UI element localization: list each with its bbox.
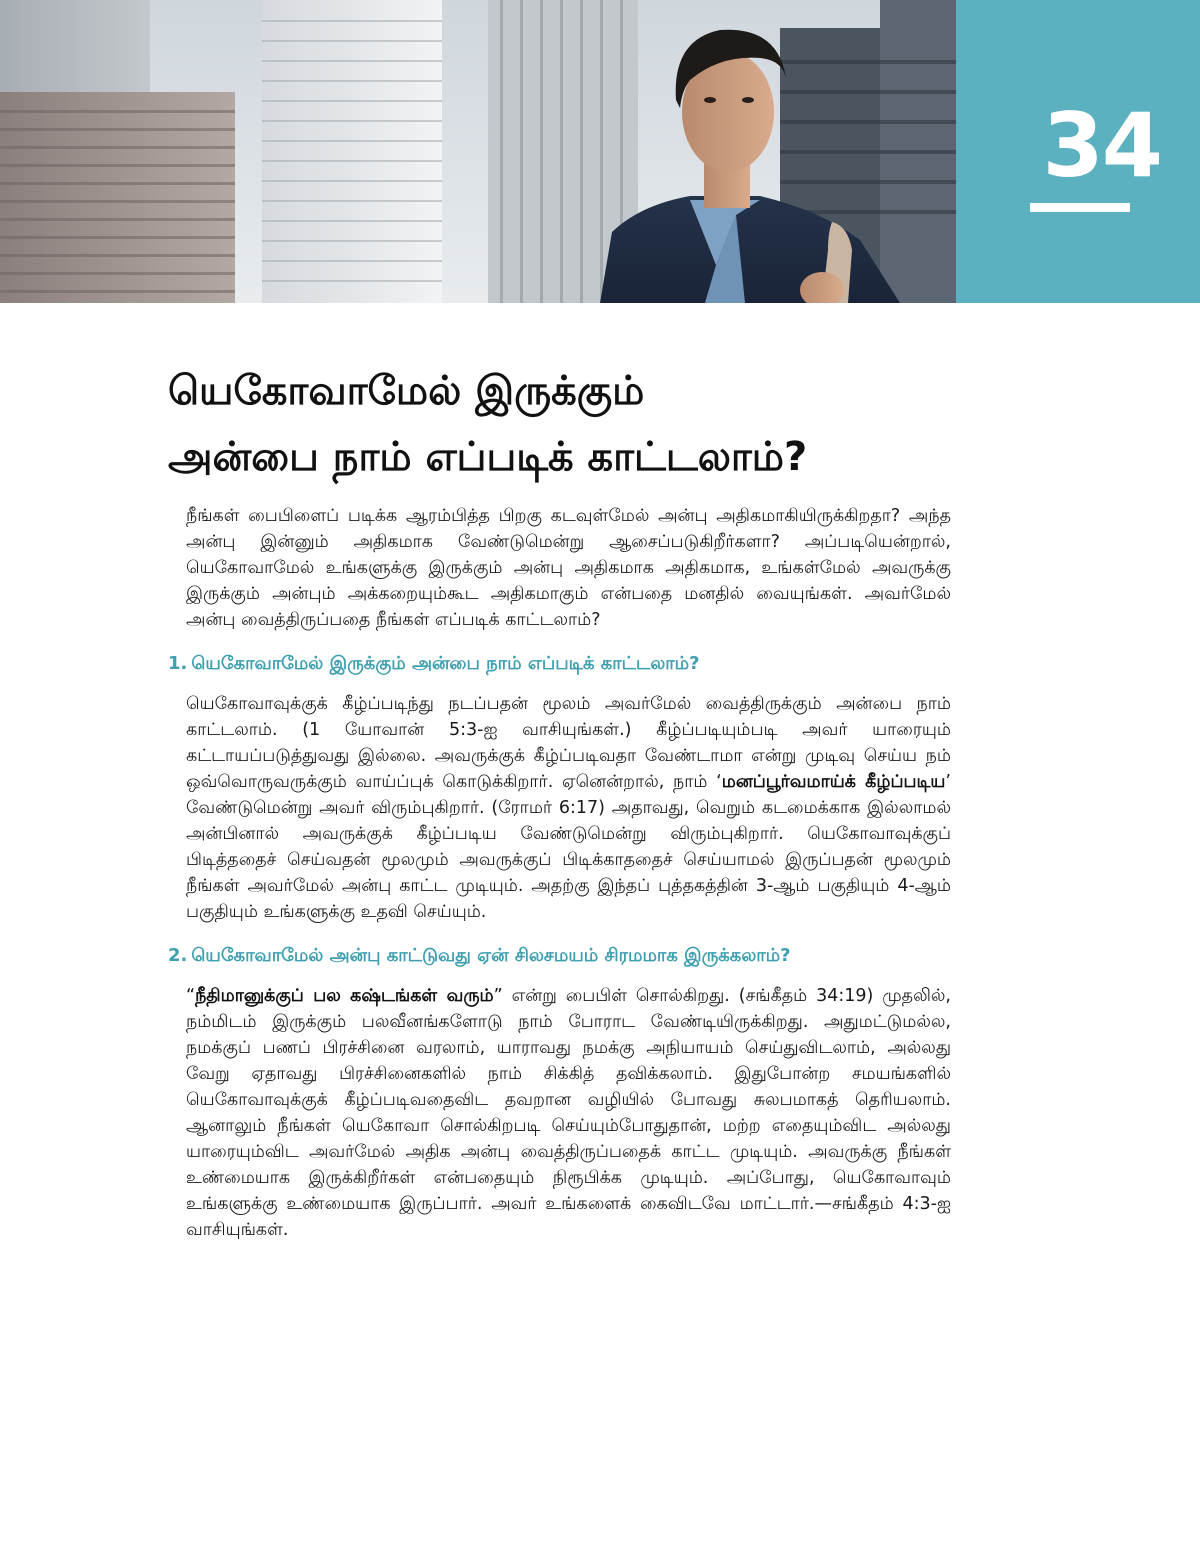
- paragraph-text: யெகோவாவுக்குக் கீழ்ப்படிந்து நடப்பதன் மூலம் அவர்மேல் வைத்திருக்கும் அன்பை நாம் காட்டலாம். (1 யோவான் 5:3-ஐ வாசியுங்கள்.) கீழ்ப்படியும்படி அவர் யாரையும் கட்டாயப்படுத்துவது இல்லை. அவருக்குக் கீழ்ப்படிவதா வேண்டாமா என்று முடிவு செய்ய நம் ஒவ்வொருவருக்கும் வாய்ப்புக் கொடுக்கிறார். ஏனென்றால், நாம் ‘: [186, 694, 951, 792]
- lesson-number: 34: [1042, 94, 1161, 197]
- emphasis-text: நீதிமானுக்குப் பல கஷ்டங்கள் வரும்: [195, 986, 494, 1006]
- question-text: யெகோவாமேல் இருக்கும் அன்பை நாம் எப்படிக் காட்டலாம்?: [191, 653, 700, 674]
- lesson-number-underline: [1030, 203, 1130, 212]
- header: [0, 0, 1200, 303]
- paragraph-text: ’ வேண்டுமென்று அவர் விரும்புகிறார். (ரோமர் 6:17) அதாவது, வெறும் கடமைக்காக இல்லாமல் அன்பினால் அவருக்குக் கீழ்ப்படிய வேண்டுமென்று விரும்புகிறார். யெகோவாவுக்குப் பிடித்ததைச் செய்வதன் மூலமும் அவருக்குப் பிடிக்காததைச் செய்யாமல் இருப்பதன் மூலமும் நீங்கள் அவர்மேல் அன்பு காட்ட முடியும். அதற்கு இந்தப் புத்தகத்தின் 3-ஆம் பகுதியும் 4-ஆம் பகுதியும் உங்களுக்கு உதவி செய்யும்.: [186, 772, 951, 922]
- city-man-illustration: [0, 0, 956, 303]
- article-body: [168, 503, 951, 1243]
- lesson-number-panel: [956, 0, 1200, 303]
- page-title-line-1: யெகோவாமேல் இருக்கும்: [168, 368, 645, 414]
- page-title: [168, 358, 968, 490]
- paragraph-text: ” என்று பைபிள் சொல்கிறது. (சங்கீதம் 34:19) முதலில், நம்மிடம் இருக்கும் பலவீனங்களோடு நாம் போராட வேண்டியிருக்கிறது. அதுமட்டுமல்ல, நமக்குப் பணப் பிரச்சினை வரலாம், யாராவது நமக்கு அநியாயம் செய்துவிடலாம், அல்லது வேறு ஏதாவது பிரச்சினைகளில் நாம் சிக்கித் தவிக்கலாம். இதுபோன்ற சமயங்களில் யெகோவாவுக்குக் கீழ்ப்படிவதைவிட தவறான வழியில் போவது சுலபமாகத் தெரியலாம். ஆனாலும் நீங்கள் யெகோவா சொல்கிறபடி செய்யும்போதுதான், மற்ற எதையும்விட அல்லது யாரையும்விட அவர்மேல் அதிக அன்பு வைத்திருப்பதைக் காட்ட முடியும். அவருக்கு நீங்கள் உண்மையாக இருக்கிறீர்கள் என்பதையும் நிரூபிக்க முடியும். அப்போது, யெகோவாவும் உங்களுக்கு உண்மையாக இருப்பார். அவர் உங்களைக் கைவிடவே மாட்டார்.—சங்கீதம் 4:3-ஐ வாசியுங்கள்.: [186, 986, 951, 1240]
- question-heading-1: [168, 651, 951, 677]
- intro-paragraph: நீங்கள் பைபிளைப் படிக்க ஆரம்பித்த பிறகு கடவுள்மேல் அன்பு அதிகமாகியிருக்கிறதா? அந்த அன்பு இன்னும் அதிகமாக வேண்டுமென்று ஆசைப்படுகிறீர்களா? அப்படியென்றால், யெகோவாமேல் உங்களுக்கு இருக்கும் அன்பு அதிகமாக அதிகமாக, உங்கள்மேல் அவருக்கு இருக்கும் அன்பும் அக்கறையும்கூட அதிகமாகும் என்பதை மனதில் வையுங்கள். அவர்மேல் அன்பு வைத்திருப்பதை நீங்கள் எப்படிக் காட்டலாம்?: [186, 506, 951, 630]
- question-text: யெகோவாமேல் அன்பு காட்டுவது ஏன் சிலசமயம் சிரமமாக இருக்கலாம்?: [191, 945, 791, 966]
- page-title-line-2: அன்பை நாம் எப்படிக் காட்டலாம்?: [168, 434, 808, 480]
- header-photo: [0, 0, 956, 303]
- question-heading-2: [168, 943, 951, 969]
- paragraph-text: “: [186, 986, 196, 1006]
- answer-paragraph-2: [186, 983, 951, 1243]
- emphasis-text: மனப்பூர்வமாய்க் கீழ்ப்படிய: [721, 772, 946, 792]
- answer-paragraph-1: [186, 691, 951, 925]
- question-number: 1.: [168, 653, 188, 674]
- question-number: 2.: [168, 945, 188, 966]
